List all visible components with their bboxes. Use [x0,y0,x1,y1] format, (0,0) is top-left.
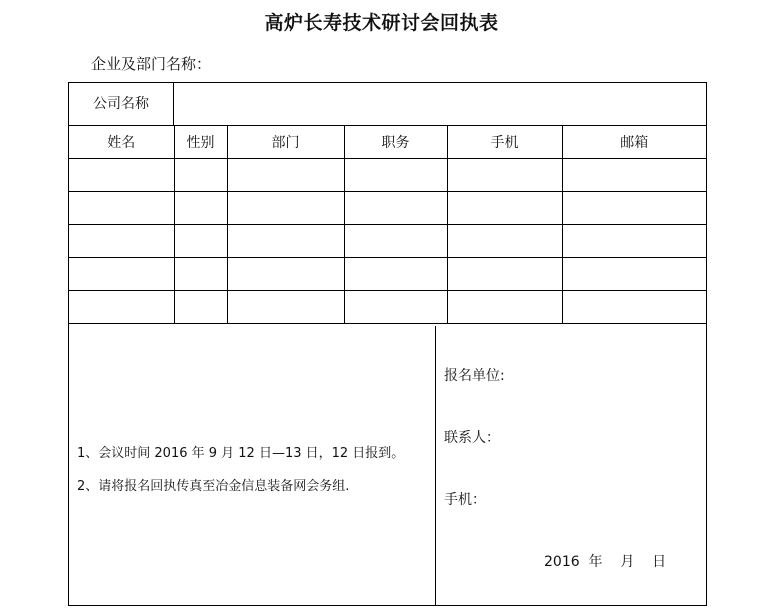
table-cell[interactable] [344,192,447,225]
table-row [69,225,706,258]
table-cell[interactable] [227,159,344,192]
table-cell[interactable] [562,258,706,291]
registration-form [68,82,707,606]
table-cell[interactable] [344,258,447,291]
fax-instruction-note: 2、请将报名回执传真至冶金信息装备网会务组. [77,479,350,494]
company-name-label: 公司名称 [69,83,174,125]
column-header-mobile: 手机 [447,126,562,159]
column-header-name: 姓名 [69,126,174,159]
attendee-table [69,126,706,324]
table-cell[interactable] [344,225,447,258]
notes-panel [69,326,436,605]
table-cell[interactable] [174,192,227,225]
table-cell[interactable] [227,258,344,291]
contact-person-label: 联系人： [444,430,500,446]
column-header-email: 邮箱 [562,126,706,159]
table-cell[interactable] [69,291,174,324]
meeting-time-note: 1、会议时间 2016 年 9 月 12 日—13 日，12 日报到。 [77,446,405,461]
table-cell[interactable] [447,159,562,192]
company-name-field[interactable] [174,83,706,125]
table-row [69,192,706,225]
table-cell[interactable] [344,159,447,192]
table-cell[interactable] [344,291,447,324]
form-title: 高炉长寿技术研讨会回执表 [264,12,499,34]
column-header-position: 职务 [344,126,447,159]
table-row [69,291,706,324]
table-cell[interactable] [69,159,174,192]
table-cell[interactable] [227,192,344,225]
table-cell[interactable] [447,258,562,291]
registration-unit-label: 报名单位: [444,368,505,384]
table-cell[interactable] [227,291,344,324]
table-cell[interactable] [562,159,706,192]
phone-label: 手机： [444,492,486,508]
table-row [69,159,706,192]
date-line: 2016 年 月 日 [544,554,667,570]
table-header-row [69,126,706,159]
table-cell[interactable] [447,192,562,225]
column-header-gender: 性别 [174,126,227,159]
table-cell[interactable] [69,258,174,291]
table-cell[interactable] [227,225,344,258]
bottom-section [69,326,706,605]
table-cell[interactable] [174,258,227,291]
column-header-department: 部门 [227,126,344,159]
table-cell[interactable] [174,159,227,192]
company-name-row [69,83,706,126]
table-cell[interactable] [447,225,562,258]
table-cell[interactable] [562,291,706,324]
table-cell[interactable] [562,192,706,225]
table-cell[interactable] [447,291,562,324]
table-cell[interactable] [174,225,227,258]
table-cell[interactable] [69,192,174,225]
table-cell[interactable] [69,225,174,258]
company-department-label: 企业及部门名称： [91,55,212,73]
table-cell[interactable] [562,225,706,258]
table-row [69,258,706,291]
table-cell[interactable] [174,291,227,324]
